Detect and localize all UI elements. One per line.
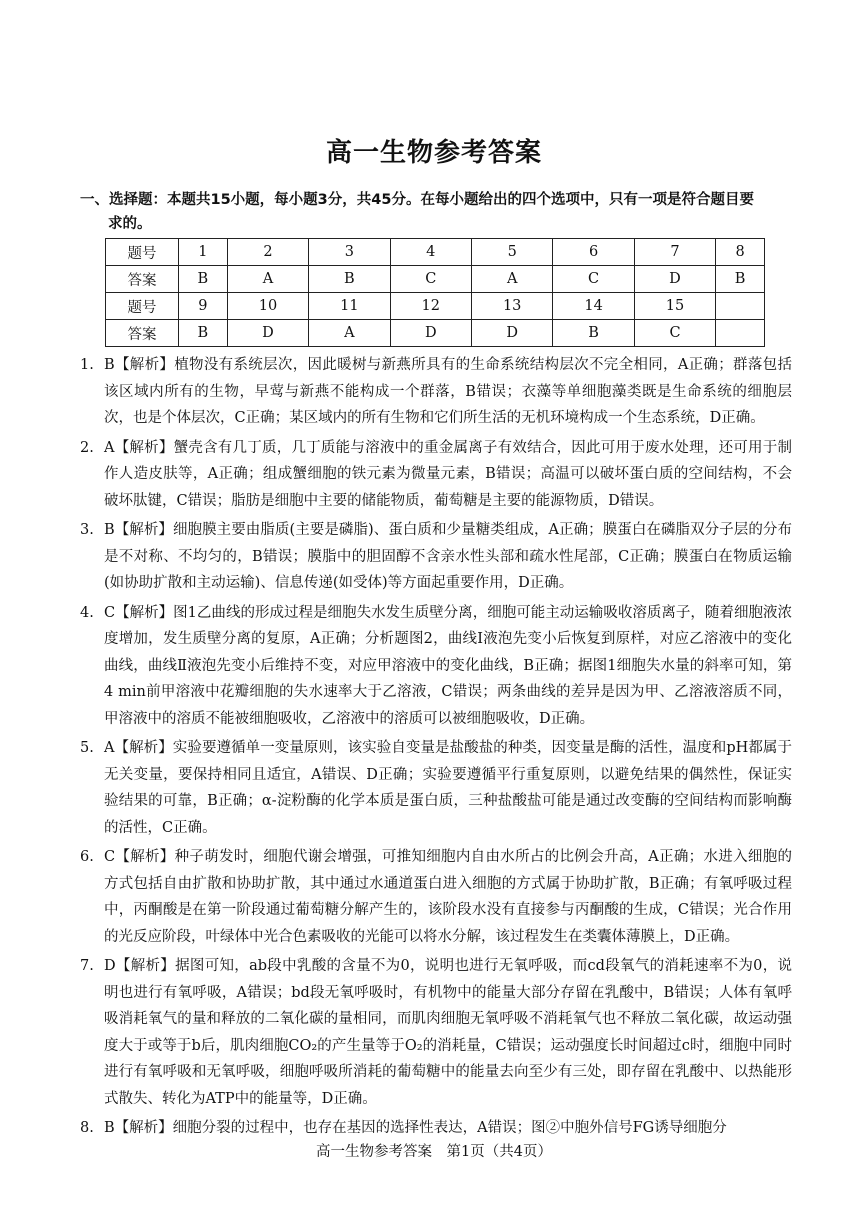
- explanation-item: [80, 435, 792, 515]
- table-cell: 13: [471, 293, 552, 320]
- table-cell: 1: [179, 239, 228, 266]
- explanation-item: [80, 517, 792, 597]
- explanation-item: [80, 600, 792, 733]
- item-text: A【解析】实验要遵循单一变量原则，该实验自变量是盐酸盐的种类，因变量是酶的活性，温度和pH都属于无关变量，要保持相同且适宜，A错误、D正确；实验要遵循平行重复原则，以避免结果的偶然性，保证实验结果的可靠，B正确；α-淀粉酶的化学本质是蛋白质，三种盐酸盐可能是通过改变酶的空间结构而影响酶的活性，C正确。: [104, 740, 792, 836]
- item-text: C【解析】种子萌发时，细胞代谢会增强，可推知细胞内自由水所占的比例会升高，A正确；水进入细胞的方式包括自由扩散和协助扩散，其中通过水通道蛋白进入细胞的方式属于协助扩散，B正确；有氧呼吸过程中，丙酮酸是在第一阶段通过葡萄糖分解产生的，该阶段水没有直接参与丙酮酸的生成，C错误；光合作用的光反应阶段，叶绿体中光合色素吸收的光能可以将水分解，该过程发生在类囊体薄膜上，D正确。: [104, 849, 792, 945]
- explanation-item: [80, 735, 792, 841]
- table-row: [106, 266, 765, 293]
- page-footer: 高一生物参考答案 第1页（共4页）: [316, 1144, 552, 1160]
- table-cell: [716, 320, 765, 347]
- explanation-item: [80, 844, 792, 950]
- table-row-label: 答案: [106, 266, 179, 293]
- explanation-item: [80, 352, 792, 432]
- table-row-label: 答案: [106, 320, 179, 347]
- table-cell: 5: [471, 239, 552, 266]
- table-cell: 3: [309, 239, 390, 266]
- table-cell: 9: [179, 293, 228, 320]
- table-cell: C: [553, 266, 634, 293]
- table-cell: B: [179, 320, 228, 347]
- table-cell: [716, 293, 765, 320]
- table-row-label: 题号: [106, 239, 179, 266]
- table-cell: B: [179, 266, 228, 293]
- section-heading: [80, 188, 792, 236]
- item-number: 8.: [80, 1120, 94, 1136]
- table-cell: 10: [227, 293, 308, 320]
- table-cell: 15: [634, 293, 715, 320]
- item-text: C【解析】图1乙曲线的形成过程是细胞失水发生质壁分离，细胞可能主动运输吸收溶质离子，随着细胞液浓度增加，发生质壁分离的复原，A正确；分析题图2，曲线Ⅰ液泡先变小后恢复到原样，对应乙溶液中的变化曲线，曲线Ⅱ液泡先变小后维持不变，对应甲溶液中的变化曲线，B正确；据图1细胞失水量的斜率可知，第4 min前甲溶液中花瓣细胞的失水速率大于乙溶液，C错误；两条曲线的差异是因为甲、乙溶液溶质不同，甲溶液中的溶质不能被细胞吸收，乙溶液中的溶质可以被细胞吸收，D正确。: [104, 604, 792, 727]
- table-cell: 7: [634, 239, 715, 266]
- table-cell: B: [553, 320, 634, 347]
- table-cell: D: [227, 320, 308, 347]
- item-text: A【解析】蟹壳含有几丁质，几丁质能与溶液中的重金属离子有效结合，因此可用于废水处理，还可用于制作人造皮肤等，A正确；组成蟹细胞的铁元素为微量元素，B错误；高温可以破坏蛋白质的空间结构，不会破坏肽键，C错误；脂肪是细胞中主要的储能物质，葡萄糖是主要的能源物质，D错误。: [104, 439, 792, 509]
- explanation-item: [80, 1115, 792, 1142]
- table-cell: D: [471, 320, 552, 347]
- item-number: 7.: [80, 958, 94, 974]
- table-cell: C: [634, 320, 715, 347]
- document-title: 高一生物参考答案: [325, 138, 542, 168]
- table-cell: C: [390, 266, 471, 293]
- item-text: D【解析】据图可知，ab段中乳酸的含量不为0，说明也进行无氧呼吸，而cd段氧气的消耗速率不为0，说明也进行有氧呼吸，A错误；bd段无氧呼吸时，有机物中的能量大部分存留在乳酸中，B错误；人体有氧呼吸消耗氧气的量和释放的二氧化碳的量相同，而肌肉细胞无氧呼吸不消耗氧气也不释放二氧化碳，故运动强度大于或等于b后，肌肉细胞CO₂的产生量等于O₂的消耗量，C错误；运动强度长时间超过c时，细胞中同时进行有氧呼吸和无氧呼吸，细胞呼吸所消耗的葡萄糖中的能量去向至少有三处，即存留在乳酸中、以热能形式散失、转化为ATP中的能量等，D正确。: [104, 958, 792, 1107]
- table-cell: 14: [553, 293, 634, 320]
- table-cell: D: [390, 320, 471, 347]
- table-cell: B: [716, 266, 765, 293]
- table-cell: A: [471, 266, 552, 293]
- item-number: 4.: [80, 604, 94, 621]
- item-number: 1.: [80, 357, 94, 373]
- item-number: 6.: [80, 849, 94, 865]
- item-number: 3.: [80, 522, 94, 538]
- table-cell: A: [227, 266, 308, 293]
- explanation-list: [80, 352, 792, 1145]
- section-heading-line1: 一、选择题：本题共15小题，每小题3分，共45分。在每小题给出的四个选项中，只有一项是符合题目要: [80, 192, 754, 208]
- item-number: 5.: [80, 740, 94, 756]
- answer-table: [105, 238, 765, 347]
- table-cell: 11: [309, 293, 390, 320]
- table-cell: 6: [553, 239, 634, 266]
- table-row-label: 题号: [106, 293, 179, 320]
- explanation-item: [80, 953, 792, 1112]
- item-text: B【解析】植物没有系统层次，因此暖树与新燕所具有的生命系统结构层次不完全相同，A正确；群落包括该区域内所有的生物，早莺与新燕不能构成一个群落，B错误；衣藻等单细胞藻类既是生命系统的细胞层次，也是个体层次，C正确；某区域内的所有生物和它们所生活的无机环境构成一个生态系统，D正确。: [104, 357, 792, 426]
- section-heading-line2: 求的。: [108, 216, 152, 232]
- table-cell: 12: [390, 293, 471, 320]
- table-cell: D: [634, 266, 715, 293]
- table-cell: 2: [227, 239, 308, 266]
- table-cell: B: [309, 266, 390, 293]
- table-row: [106, 320, 765, 347]
- table-cell: 4: [390, 239, 471, 266]
- item-number: 2.: [80, 439, 94, 456]
- table-cell: A: [309, 320, 390, 347]
- item-text: B【解析】细胞分裂的过程中，也存在基因的选择性表达，A错误；图②中胞外信号FG诱导细胞分: [104, 1120, 727, 1136]
- table-row: [106, 239, 765, 266]
- table-cell: 8: [716, 239, 765, 266]
- item-text: B【解析】细胞膜主要由脂质(主要是磷脂)、蛋白质和少量糖类组成，A正确；膜蛋白在磷脂双分子层的分布是不对称、不均匀的，B错误；膜脂中的胆固醇不含亲水性头部和疏水性尾部，C正确；膜蛋白在物质运输(如协助扩散和主动运输)、信息传递(如受体)等方面起重要作用，D正确。: [104, 522, 792, 591]
- table-row: [106, 293, 765, 320]
